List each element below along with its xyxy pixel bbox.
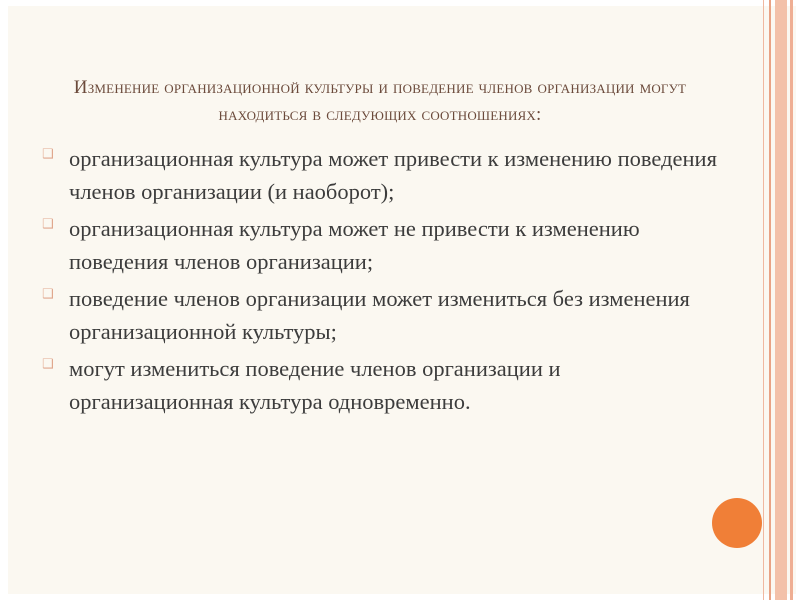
list-item-text: могут измениться поведение членов организации и организационная культура одновременно. <box>69 356 561 414</box>
frame-stripe <box>763 0 764 600</box>
frame-top-edge <box>0 0 800 6</box>
bullet-icon: ❑ <box>42 147 54 162</box>
bullet-icon: ❑ <box>42 217 54 232</box>
frame-stripe <box>790 0 793 600</box>
list-item-text: поведение членов организации может измениться без изменения организационной культуры; <box>69 286 690 344</box>
frame-stripe <box>769 0 771 600</box>
decorative-circle <box>712 498 762 548</box>
frame-stripe <box>796 0 800 600</box>
list-item <box>42 282 722 348</box>
bullet-icon: ❑ <box>42 287 54 302</box>
frame-stripe <box>775 0 787 600</box>
frame-left-edge <box>0 0 8 600</box>
list-item-text: организационная культура может не привести к изменению поведения членов организации; <box>69 216 640 274</box>
list-item <box>42 142 722 208</box>
slide-title: Изменение организационной культуры и поведение членов организации могут находиться в следующих соотношениях: <box>73 77 687 125</box>
list-item-text: организационная культура может привести к изменению поведения членов организации (и наоборот); <box>69 146 717 204</box>
bullet-list <box>42 142 722 422</box>
list-item <box>42 352 722 418</box>
bullet-icon: ❑ <box>42 357 54 372</box>
list-item <box>42 212 722 278</box>
frame-bottom-edge <box>0 594 800 600</box>
